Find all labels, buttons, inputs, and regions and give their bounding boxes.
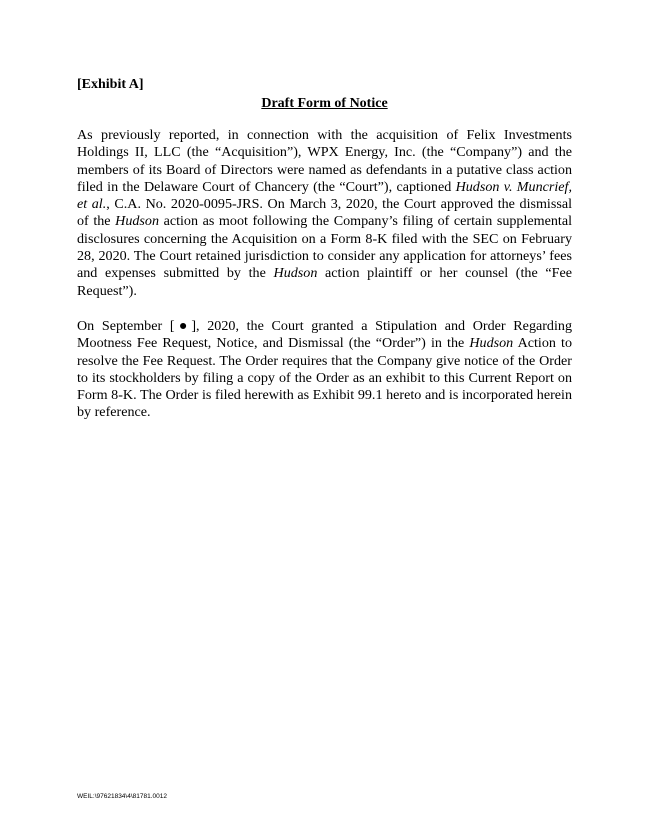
paragraph-2-text: [77, 318, 572, 422]
paragraph-1-text: [77, 127, 572, 300]
document-footer-code: WEIL:\97621834\4\81781.0012: [77, 793, 167, 800]
text-run: On September [●], 2020, the Court granted a Stipulation and Order Regarding Mootness Fee Request, Notice, and Dismissal (the “Order”) in the: [77, 318, 572, 352]
text-run: As previously reported, in connection with the acquisition of Felix Investments Holdings II, LLC (the “Acquisition”), WPX Energy, Inc. (the “Company”) and the members of its Board of Directors were named as defendants in a putative class action filed in the Delaware Court of Chancery (the “Court”), captioned: [77, 127, 572, 195]
paragraph-acquisition: [77, 127, 572, 300]
text-run: , C.A. No. 2020-0095-JRS. On March 3, 2020, the Court approved the dismissal of the: [77, 196, 572, 230]
document-title-container: [0, 95, 649, 113]
italic-case-name: Hudson v. Muncrief, et al.: [77, 178, 572, 213]
text-run: action plaintiff or her counsel (the “Fee Request”).: [77, 265, 572, 299]
italic-case-name: Hudson: [469, 335, 514, 352]
text-run: Action to resolve the Fee Request. The Order requires that the Company give notice of the Order to its stockholders by filing a copy of the Order as an exhibit to this Current Report on Form 8-K. The Order is filed herewith as Exhibit 99.1 hereto and is incorporated herein by reference.: [77, 335, 572, 421]
exhibit-label: [Exhibit A]: [77, 77, 144, 92]
text-run: action as moot following the Company’s filing of certain supplemental disclosures concerning the Acquisition on a Form 8-K filed with the SEC on February 28, 2020. The Court retained jurisdiction to consider any application for attorneys’ fees and expenses submitted by the: [77, 213, 572, 282]
paragraph-order: [77, 318, 572, 422]
italic-case-name: Hudson: [115, 213, 159, 230]
document-title: Draft Form of Notice: [261, 96, 388, 111]
italic-case-name: Hudson: [273, 265, 318, 282]
